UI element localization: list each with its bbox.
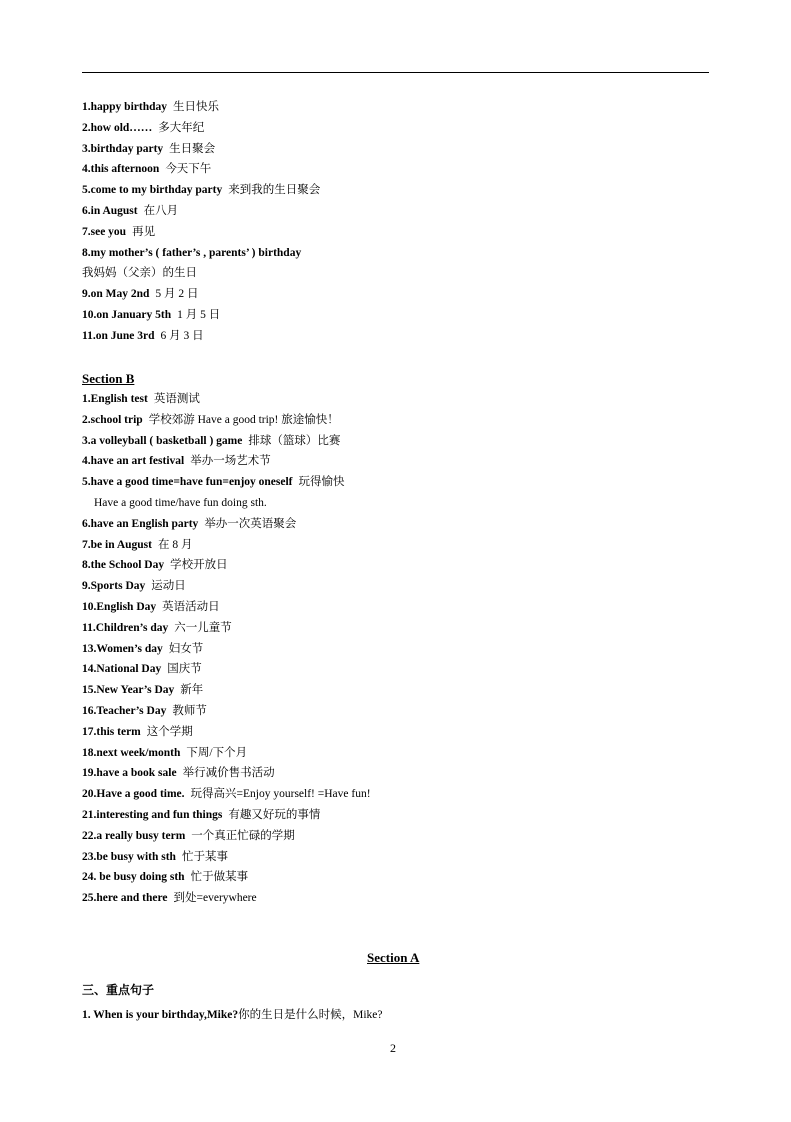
list-item [82,746,247,760]
sentence-1-en: 1. When is your birthday,Mike? [82,1009,239,1021]
list-item [82,121,204,135]
phrase-chinese: 学校郊游 Have a good trip! 旅途愉快！ [148,413,339,426]
phrase-english: 5.come to my birthday party [82,184,223,197]
phrase-chinese: 英语测试 [153,393,200,405]
phrase-english: 25.here and there [82,892,168,905]
phrase-chinese: 到处=everywhere [173,892,257,905]
phrase-english: 10.on January 5th [82,309,172,321]
phrase-chinese: 忙于做某事 [190,871,249,884]
list-item [82,183,320,197]
phrase-chinese: 教师节 [172,705,207,717]
phrase-english: 15.New Year’s Day [82,684,175,697]
phrase-english: 17.this term [82,725,141,738]
phrase-english: 11.on June 3rd [82,329,155,342]
phrase-english: 16.Teacher’s Day [82,705,167,717]
phrase-chinese: 举行减价售书活动 [182,767,275,780]
list-item [82,308,220,322]
list-item [82,662,202,676]
phrase-chinese: 举办一次英语聚会 [204,517,297,530]
phrase-chinese: 多大年纪 [158,121,205,134]
key-sentences-heading: 三、重点句子 [82,983,155,997]
phrase-english: 1.English test [82,393,148,405]
phrase-chinese: 一个真正忙碌的学期 [191,829,295,842]
phrase-english: 21.interesting and fun things [82,809,223,821]
phrase-chinese: 再见 [132,225,156,238]
list-item [82,600,220,614]
phrase-chinese: 5 月 2 日 [155,288,199,301]
list-item [82,579,186,593]
phrase-chinese: 下周/下个月 [186,746,248,759]
phrase-chinese: 英语活动日 [162,601,220,613]
phrase-chinese: 在八月 [143,205,179,217]
phrase-english: 7.be in August [82,538,152,551]
phrase-chinese: 新年 [180,684,204,697]
list-item [82,329,204,343]
phrase-english: 9.Sports Day [82,580,146,593]
phrase-chinese: 学校开放日 [170,559,228,572]
list-item [82,829,295,843]
list-item [82,558,228,572]
phrase-chinese: 我妈妈（父亲）的生日 [82,267,197,280]
phrase-chinese: 忙于某事 [181,850,228,863]
page-number: 2 [390,1041,396,1055]
list-item [82,642,203,656]
phrase-chinese: 国庆节 [167,663,202,676]
phrase-chinese: 这个学期 [146,725,193,738]
phrase-chinese: 来到我的生日聚会 [228,184,321,197]
phrase-english: 3.birthday party [82,142,164,155]
phrase-chinese: 六一儿童节 [174,621,232,634]
phrase-english: 22.a really busy term [82,829,186,842]
list-item [82,517,296,531]
phrase-chinese: 有趣又好玩的事情 [228,809,321,821]
phrase-chinese: 今天下午 [165,163,212,176]
phrase-chinese: 在 8 月 [157,538,193,551]
phrase-english: 11.Children’s day [82,621,169,634]
list-item [82,683,203,697]
list-item [82,538,192,552]
phrase-english: 19.have a book sale [82,767,177,780]
sentence-1 [82,1008,383,1022]
list-item [82,225,155,239]
list-item [82,787,371,801]
phrase-chinese: 生日快乐 [173,101,220,113]
phrase-chinese: 玩得高兴=Enjoy yourself! =Have fun! [190,788,371,801]
list-item [82,142,215,156]
phrase-english: 18.next week/month [82,746,181,759]
phrase-chinese: Have a good time/have fun doing sth. [94,497,267,509]
phrase-chinese: 生日聚会 [169,142,216,155]
list-item [82,392,200,406]
phrase-english: 6.have an English party [82,517,199,530]
phrase-chinese: 排球（篮球）比赛 [248,434,341,447]
list-item [82,725,193,739]
phrase-chinese: 6 月 3 日 [160,329,204,342]
list-item [82,766,275,780]
phrase-english: 3.a volleyball ( basketball ) game [82,434,243,447]
list-item [82,162,211,176]
list-item [82,808,320,822]
phrase-english: 2.school trip [82,413,143,426]
phrase-english: 23.be busy with sth [82,850,176,863]
phrase-english: 20.Have a good time. [82,788,185,801]
phrase-english: 10.English Day [82,601,157,613]
section-b-heading: Section B [82,371,135,386]
phrase-english: 4.this afternoon [82,163,160,176]
phrase-chinese: 玩得愉快 [298,476,345,489]
section-a-heading: Section A [367,950,420,965]
list-item [82,454,271,468]
phrase-chinese: 1 月 5 日 [177,309,221,321]
phrase-english: 2.how old…… [82,121,153,134]
phrase-english: 24. be busy doing sth [82,871,185,884]
phrase-english: 5.have a good time=have fun=enjoy oneself [82,476,293,489]
phrase-english: 8.the School Day [82,559,165,572]
list-item [82,246,301,260]
header-rule [82,72,709,73]
sentence-1-zh: 你的生日是什么时候，Mike? [238,1009,383,1021]
phrase-english: 4.have an art festival [82,455,185,468]
phrase-chinese: 妇女节 [168,642,204,655]
phrase-chinese: 运动日 [151,580,186,593]
list-item [82,100,219,114]
list-item [82,850,228,864]
phrase-english: 1.happy birthday [82,101,168,113]
phrase-english: 8.my mother’s ( father’s , parents’ ) birthday [82,246,302,259]
list-item [82,434,340,448]
phrase-chinese: 举办一场艺术节 [190,455,271,468]
phrase-english: 14.National Day [82,663,162,676]
list-item [82,891,257,905]
list-item [82,870,248,884]
list-item [82,266,197,280]
phrase-english: 13.Women’s day [82,642,163,655]
list-item [82,204,178,218]
list-item [82,621,232,635]
list-item [94,496,267,510]
phrase-english: 9.on May 2nd [82,288,150,301]
phrase-english: 6.in August [82,205,138,217]
list-item [82,704,207,718]
list-item [82,413,339,427]
list-item [82,287,199,301]
phrase-english: 7.see you [82,225,127,238]
list-item [82,475,345,489]
